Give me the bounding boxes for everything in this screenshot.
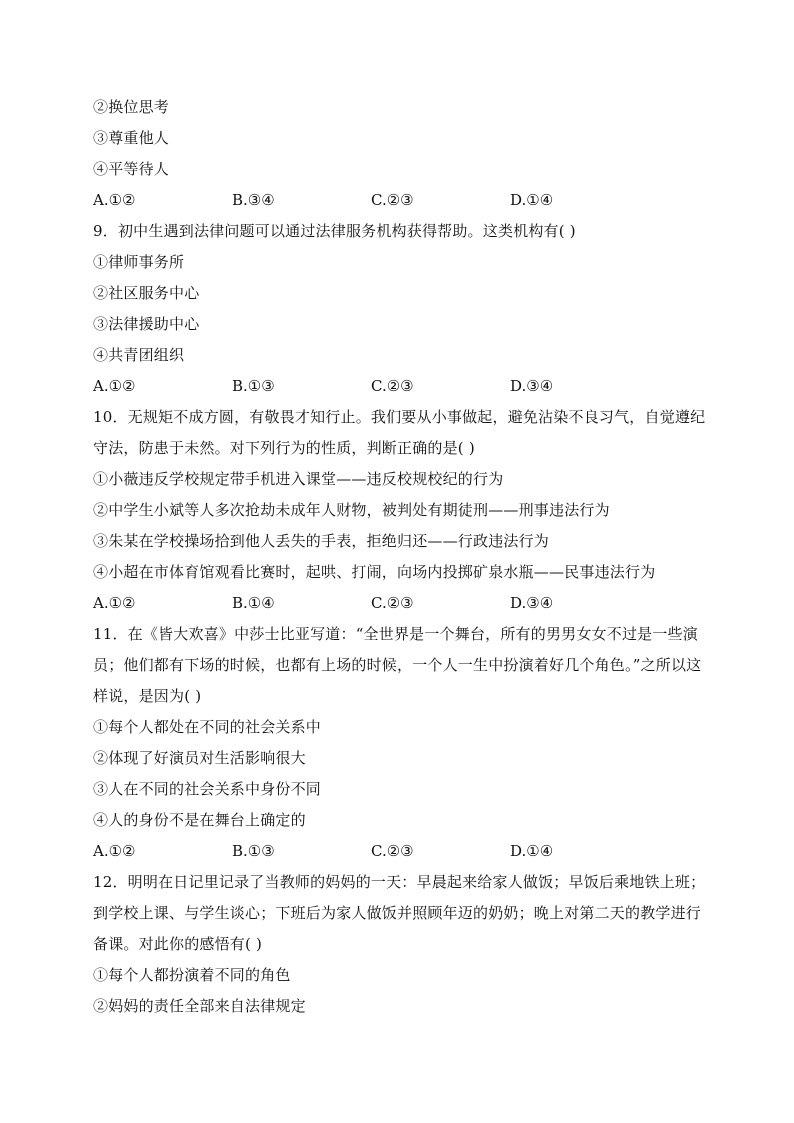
option: ②妈妈的责任全部来自法律规定 — [93, 997, 306, 1015]
option: ④人的身份不是在舞台上确定的 — [93, 811, 306, 829]
answer-choices — [93, 588, 713, 619]
question-11 — [93, 619, 713, 867]
option: ②体现了好演员对生活影响很大 — [93, 749, 306, 767]
answer-a: A.①② — [93, 191, 136, 209]
answer-a: A.①② — [93, 377, 136, 395]
answer-d: D.①④ — [510, 191, 554, 209]
answer-c: C.②③ — [371, 377, 414, 395]
answer-a: A.①② — [93, 594, 136, 612]
answer-choices — [93, 371, 713, 402]
question-stem: 10．无规矩不成方圆，有敬畏才知行止。我们要从小事做起，避免沾染不良习气，自觉遵纪守法，防患于未然。对下列行为的性质，判断正确的是( ) — [93, 408, 706, 457]
answer-c: C.②③ — [371, 191, 414, 209]
option: ①小薇违反学校规定带手机进入课堂——违反校规校纪的行为 — [93, 470, 504, 488]
answer-b: B.①③ — [232, 842, 275, 860]
answer-d: D.③④ — [510, 377, 554, 395]
option: ④平等待人 — [93, 160, 170, 178]
option: ①每个人都扮演着不同的角色 — [93, 966, 291, 984]
question-stem: 9．初中生遇到法律问题可以通过法律服务机构获得帮助。这类机构有( ) — [93, 222, 576, 240]
answer-b: B.①③ — [232, 377, 275, 395]
option: ②中学生小斌等人多次抢劫未成年人财物，被判处有期徒刑——刑事违法行为 — [93, 501, 610, 519]
answer-choices — [93, 185, 713, 216]
answer-b: B.③④ — [232, 191, 275, 209]
option: ①律师事务所 — [93, 253, 185, 271]
option: ②社区服务中心 — [93, 284, 200, 302]
answer-b: B.①④ — [232, 594, 275, 612]
option: ④小超在市体育馆观看比赛时，起哄、打闹，向场内投掷矿泉水瓶——民事违法行为 — [93, 563, 656, 581]
answer-d: D.③④ — [510, 594, 554, 612]
question-10 — [93, 402, 713, 619]
option: ③尊重他人 — [93, 129, 170, 147]
option: ③朱某在学校操场拾到他人丢失的手表，拒绝归还——行政违法行为 — [93, 532, 550, 550]
option: ③人在不同的社会关系中身份不同 — [93, 780, 322, 798]
answer-c: C.②③ — [371, 842, 414, 860]
answer-c: C.②③ — [371, 594, 414, 612]
option: ②换位思考 — [93, 98, 170, 116]
option: ③法律援助中心 — [93, 315, 200, 333]
question-stem: 11．在《皆大欢喜》中莎士比亚写道：“全世界是一个舞台，所有的男男女女不过是一些演员；他们都有下场的时候，也都有上场的时候，一个人一生中扮演着好几个角色。”之所以这样说，是因为( ) — [93, 625, 702, 705]
option: ①每个人都处在不同的社会关系中 — [93, 718, 322, 736]
option: ④共青团组织 — [93, 346, 185, 364]
answer-d: D.①④ — [510, 842, 554, 860]
document-page — [93, 92, 713, 1022]
question-9 — [93, 216, 713, 402]
answer-a: A.①② — [93, 842, 136, 860]
question-12 — [93, 867, 713, 1022]
question-stem: 12．明明在日记里记录了当教师的妈妈的一天：早晨起来给家人做饭；早饭后乘地铁上班；到学校上课、与学生谈心；下班后为家人做饭并照顾年迈的奶奶；晚上对第二天的教学进行备课。对此你的感悟有( ) — [93, 873, 706, 953]
question-8-continued — [93, 92, 713, 216]
answer-choices — [93, 836, 713, 867]
